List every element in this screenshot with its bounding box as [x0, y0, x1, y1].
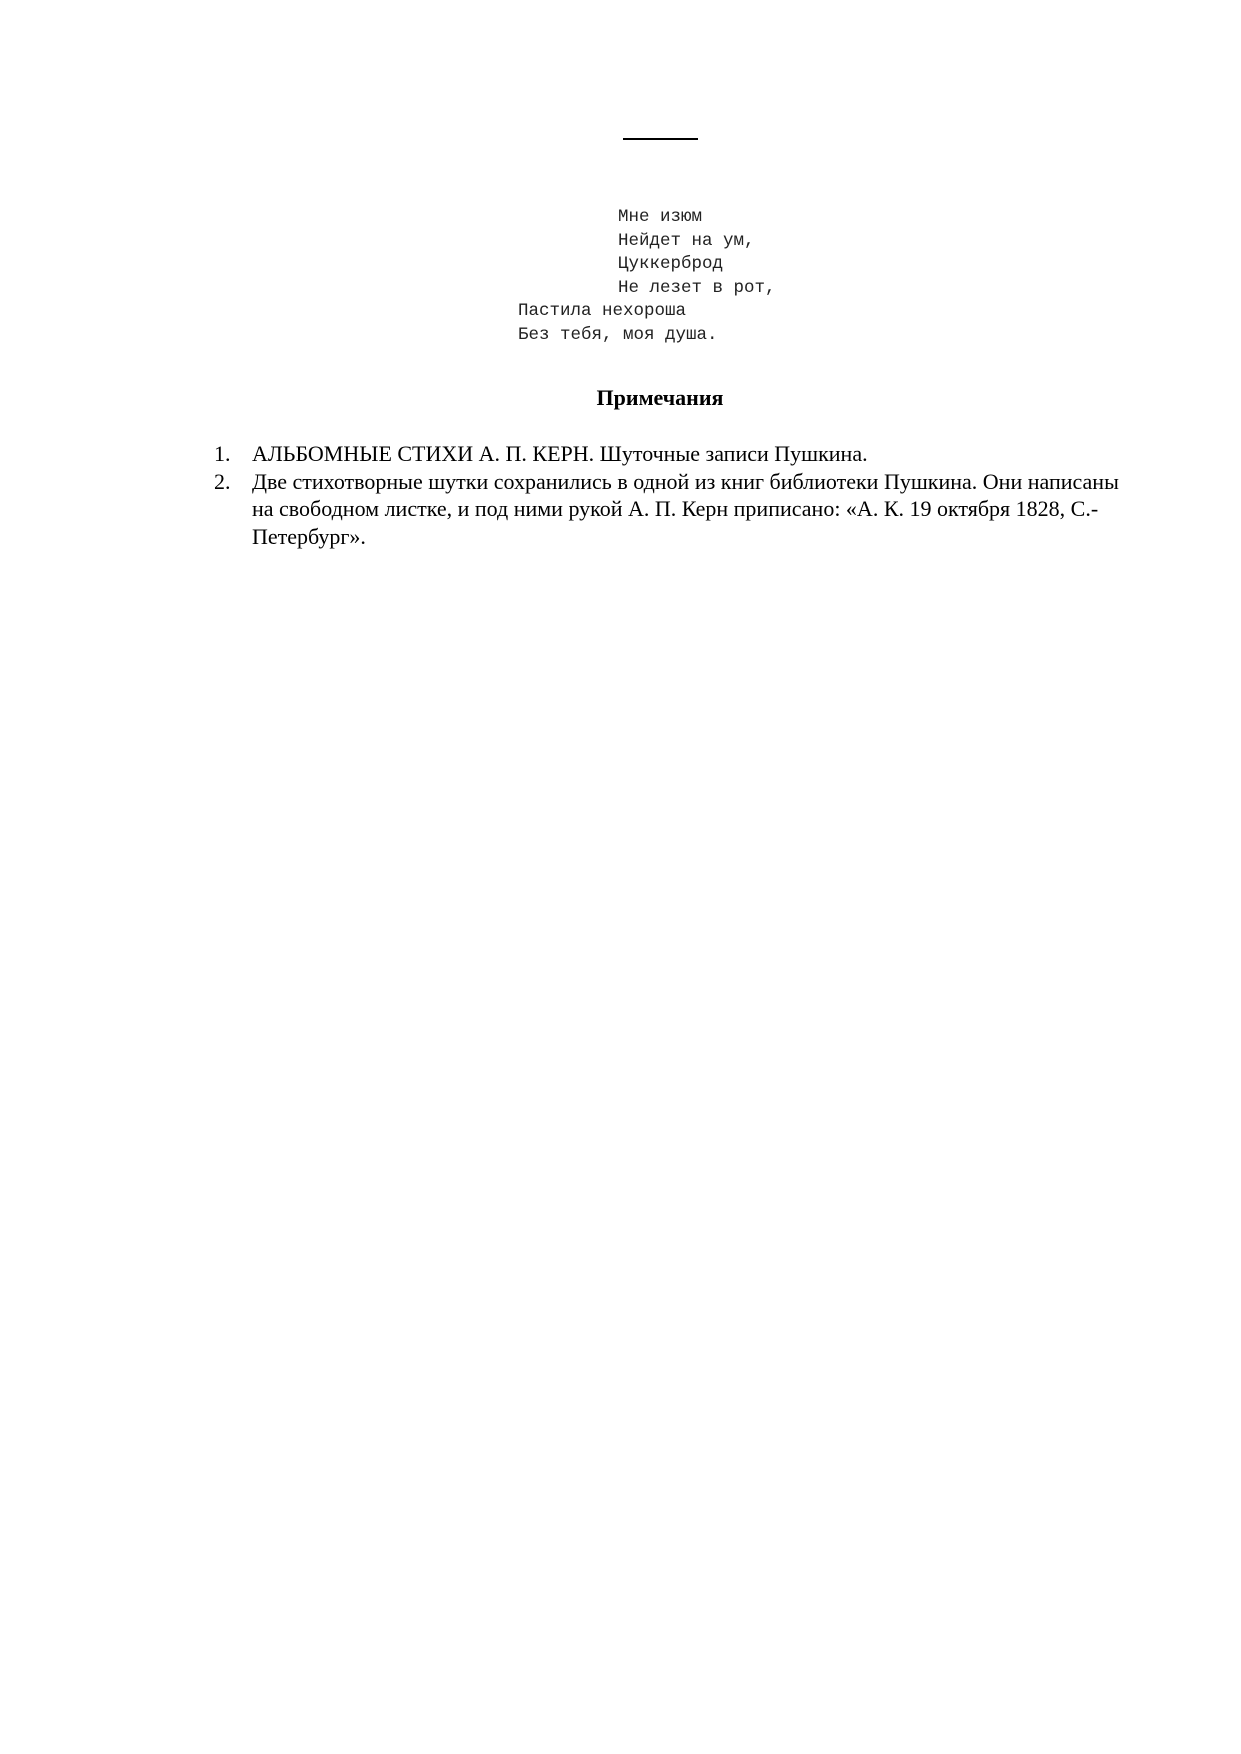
note-item: [214, 468, 1144, 551]
note-item: [214, 440, 1144, 468]
note-number: 1.: [214, 441, 231, 466]
note-text: Две стихотворные шутки сохранились в одной из книг библиотеки Пушкина. Они написаны на свободном листке, и под ними рукой А. П. Керн приписано: «А. К. 19 октября 1828, С.-Петербург».: [252, 468, 1119, 549]
note-number: 2.: [214, 468, 231, 494]
note-text: АЛЬБОМНЫЕ СТИХИ А. П. КЕРН. Шуточные записи Пушкина.: [252, 441, 868, 466]
poem-line: Нейдет на ум,: [618, 230, 755, 251]
poem-line: Не лезет в рот,: [618, 277, 776, 298]
poem-line: Цуккерброд: [618, 254, 724, 275]
section-separator-line: [623, 138, 698, 140]
notes-list: [214, 440, 1144, 550]
notes-heading: Примечания: [596, 385, 724, 410]
poem-line: Мне изюм: [618, 207, 703, 227]
poem-line: Пастила нехороша: [518, 301, 687, 322]
poem-block: [0, 206, 1241, 348]
poem-line: Без тебя, моя душа.: [518, 324, 718, 345]
